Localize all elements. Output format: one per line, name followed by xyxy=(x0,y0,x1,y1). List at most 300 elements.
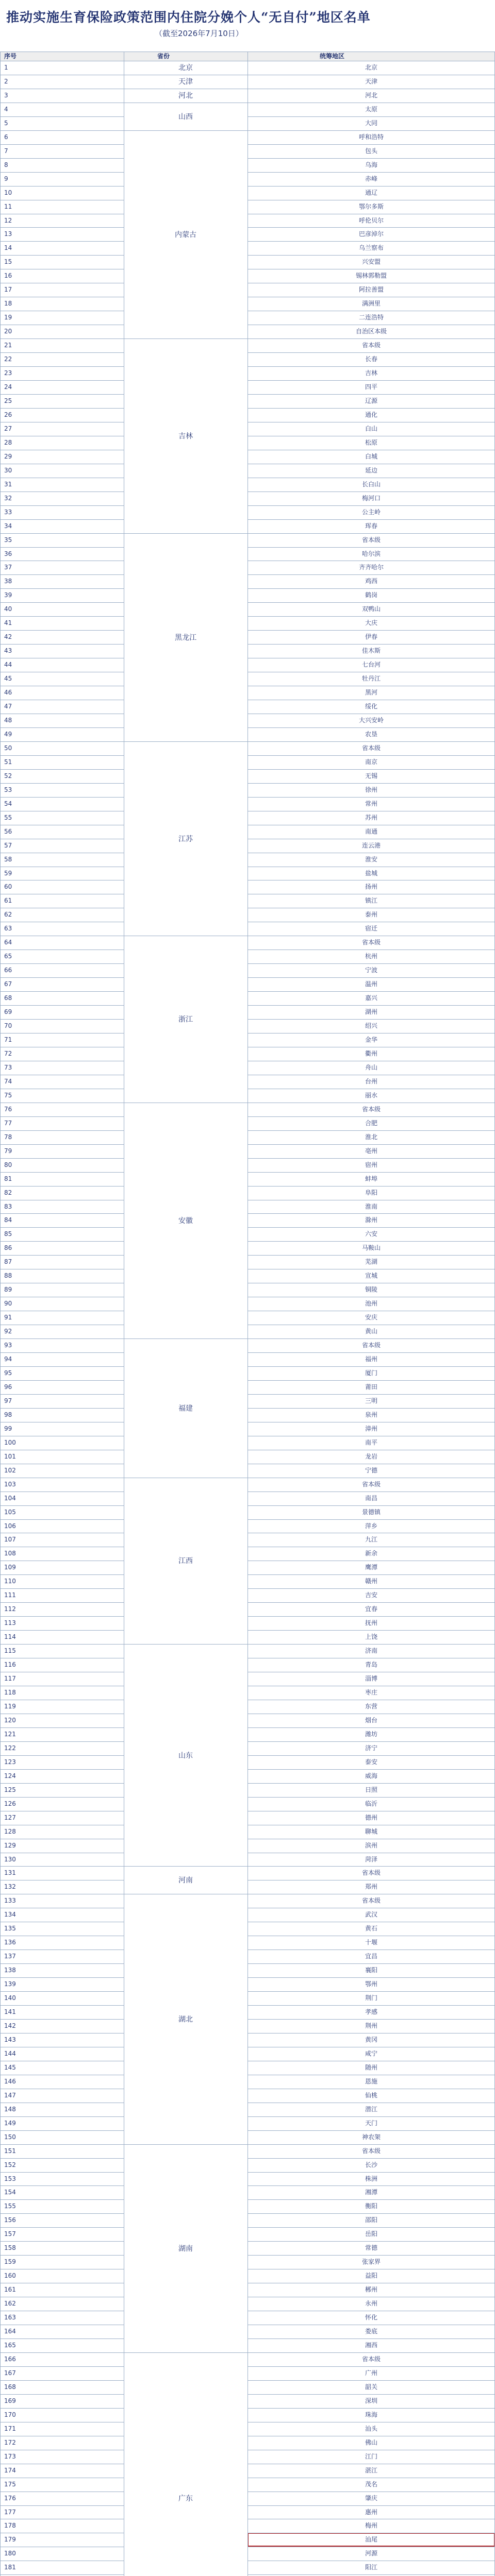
row-divider xyxy=(248,158,495,159)
column-divider xyxy=(0,52,1,2576)
row-city: 湘潭 xyxy=(365,2189,377,2196)
row-city: 德州 xyxy=(365,1814,377,1821)
row-seq: 170 xyxy=(4,2411,16,2418)
row-city: 金华 xyxy=(365,1036,377,1044)
row-seq: 24 xyxy=(4,383,12,391)
row-city: 南京 xyxy=(365,758,377,766)
row-divider xyxy=(0,255,124,256)
row-divider xyxy=(248,2505,495,2506)
row-city: 湖州 xyxy=(365,1008,377,1016)
row-seq: 142 xyxy=(4,2022,16,2029)
row-divider xyxy=(0,2380,124,2381)
row-city: 佳木斯 xyxy=(361,647,381,655)
row-seq: 163 xyxy=(4,2314,16,2321)
row-seq: 98 xyxy=(4,1411,12,1418)
row-divider xyxy=(248,977,495,978)
row-seq: 161 xyxy=(4,2286,16,2294)
row-seq: 15 xyxy=(4,258,12,266)
row-divider xyxy=(248,2338,495,2339)
row-city: 丽水 xyxy=(365,1091,377,1099)
date-note: （截至2026年7月10日） xyxy=(155,29,243,38)
row-city: 聊城 xyxy=(365,1827,377,1835)
row-city: 菏泽 xyxy=(365,1855,377,1863)
row-divider xyxy=(0,1963,124,1964)
row-divider xyxy=(0,1144,124,1145)
row-seq: 152 xyxy=(4,2161,16,2168)
row-city: 萍乡 xyxy=(365,1522,377,1530)
row-seq: 132 xyxy=(4,1883,16,1891)
row-city: 常州 xyxy=(365,800,377,807)
row-seq: 84 xyxy=(4,1216,12,1224)
row-seq: 16 xyxy=(4,272,12,280)
row-city: 省本级 xyxy=(361,1480,381,1488)
row-divider xyxy=(0,977,124,978)
row-divider xyxy=(248,408,495,409)
row-divider xyxy=(248,2116,495,2117)
row-divider xyxy=(0,1588,124,1589)
row-divider xyxy=(0,1213,124,1214)
row-city: 吉安 xyxy=(365,1591,377,1599)
row-seq: 73 xyxy=(4,1063,12,1071)
row-divider xyxy=(248,1255,495,1256)
row-divider xyxy=(0,116,124,117)
province-cell: 江西 xyxy=(178,1557,193,1566)
row-seq: 4 xyxy=(4,105,8,113)
row-divider xyxy=(248,352,495,353)
province-cell: 山西 xyxy=(178,112,193,121)
row-divider xyxy=(0,394,124,395)
row-city: 赣州 xyxy=(365,1578,377,1585)
row-city: 七台河 xyxy=(361,661,381,669)
row-seq: 36 xyxy=(4,550,12,557)
province-cell: 河北 xyxy=(178,92,193,100)
row-city: 南昌 xyxy=(365,1494,377,1502)
row-seq: 145 xyxy=(4,2063,16,2071)
row-city: 省本级 xyxy=(361,939,381,946)
row-divider xyxy=(0,783,124,784)
row-seq: 124 xyxy=(4,1772,16,1780)
row-divider xyxy=(0,1769,124,1770)
province-cell: 江苏 xyxy=(178,835,193,843)
row-seq: 53 xyxy=(4,786,12,793)
row-divider xyxy=(0,797,124,798)
row-city: 苏州 xyxy=(365,814,377,821)
row-seq: 180 xyxy=(4,2550,16,2557)
row-divider xyxy=(0,602,124,603)
row-divider xyxy=(0,144,124,145)
row-divider xyxy=(0,1727,124,1728)
row-city: 白城 xyxy=(365,452,377,460)
row-divider xyxy=(248,116,495,117)
row-divider xyxy=(0,1783,124,1784)
row-city: 孝感 xyxy=(365,2008,377,2016)
row-divider xyxy=(248,1769,495,1770)
row-divider xyxy=(0,380,124,381)
row-divider xyxy=(0,1186,124,1187)
row-city: 满洲里 xyxy=(361,300,381,308)
row-divider xyxy=(248,783,495,784)
row-city: 省本级 xyxy=(361,744,381,752)
row-divider xyxy=(0,1408,124,1409)
row-divider xyxy=(0,1241,124,1242)
row-city: 东营 xyxy=(365,1702,377,1710)
row-seq: 110 xyxy=(4,1578,16,1585)
row-divider xyxy=(248,227,495,228)
row-city: 马鞍山 xyxy=(361,1244,381,1252)
row-divider xyxy=(248,963,495,964)
row-divider xyxy=(248,172,495,173)
row-divider xyxy=(248,2241,495,2242)
row-divider xyxy=(248,519,495,520)
row-divider xyxy=(248,1186,495,1187)
row-city: 惠州 xyxy=(365,2508,377,2516)
row-seq: 40 xyxy=(4,605,12,613)
row-city: 广州 xyxy=(365,2369,377,2377)
row-seq: 125 xyxy=(4,1786,16,1793)
row-city: 淄博 xyxy=(365,1675,377,1683)
row-city: 泰安 xyxy=(365,1758,377,1766)
row-city: 亳州 xyxy=(365,1147,377,1155)
row-city: 随州 xyxy=(365,2063,377,2071)
row-seq: 88 xyxy=(4,1272,12,1280)
row-seq: 70 xyxy=(4,1022,12,1030)
row-seq: 41 xyxy=(4,619,12,627)
row-divider xyxy=(248,2227,495,2228)
header-province: 省份 xyxy=(157,53,170,60)
row-divider xyxy=(0,2227,124,2228)
row-city: 仙桃 xyxy=(365,2091,377,2099)
row-city: 滨州 xyxy=(365,1841,377,1849)
province-cell: 河南 xyxy=(178,1876,193,1885)
row-divider xyxy=(0,1602,124,1603)
row-seq: 11 xyxy=(4,202,12,210)
row-city: 烟台 xyxy=(365,1716,377,1724)
row-city: 呼伦贝尔 xyxy=(358,216,384,224)
row-seq: 151 xyxy=(4,2147,16,2155)
row-city: 十堰 xyxy=(365,1939,377,1946)
row-divider xyxy=(0,1755,124,1756)
province-cell: 安徽 xyxy=(178,1216,193,1225)
row-divider xyxy=(248,1797,495,1798)
row-seq: 85 xyxy=(4,1230,12,1238)
row-city: 荆州 xyxy=(365,2022,377,2029)
row-city: 鄂尔多斯 xyxy=(358,202,384,210)
row-seq: 72 xyxy=(4,1049,12,1057)
row-city: 无锡 xyxy=(365,772,377,779)
row-city: 宜昌 xyxy=(365,1953,377,1960)
row-city: 锡林郭勒盟 xyxy=(355,272,387,280)
row-seq: 146 xyxy=(4,2077,16,2085)
row-city: 漳州 xyxy=(365,1425,377,1432)
row-seq: 131 xyxy=(4,1869,16,1877)
province-cell: 黑龙江 xyxy=(175,633,196,642)
row-city: 新余 xyxy=(365,1550,377,1557)
row-city: 威海 xyxy=(365,1772,377,1780)
row-divider xyxy=(0,2005,124,2006)
row-divider xyxy=(0,186,124,187)
row-city: 吉林 xyxy=(365,369,377,377)
row-city: 江门 xyxy=(365,2452,377,2460)
row-divider xyxy=(0,2505,124,2506)
row-seq: 26 xyxy=(4,411,12,418)
row-city: 松原 xyxy=(365,438,377,446)
row-city: 衢州 xyxy=(365,1049,377,1057)
row-city: 张家界 xyxy=(361,2258,381,2266)
row-city: 白山 xyxy=(365,425,377,432)
row-divider xyxy=(248,1116,495,1117)
row-city: 杭州 xyxy=(365,953,377,960)
row-seq: 166 xyxy=(4,2355,16,2363)
row-seq: 156 xyxy=(4,2216,16,2224)
row-city: 茂名 xyxy=(365,2480,377,2488)
row-city: 咸宁 xyxy=(365,2049,377,2057)
row-seq: 17 xyxy=(4,286,12,294)
row-city: 汕尾 xyxy=(248,2533,495,2547)
row-city: 鹤岗 xyxy=(365,591,377,599)
row-divider xyxy=(248,2019,495,2020)
row-seq: 148 xyxy=(4,2105,16,2113)
row-seq: 108 xyxy=(4,1550,16,1557)
row-seq: 128 xyxy=(4,1827,16,1835)
row-city: 南通 xyxy=(365,827,377,835)
row-divider xyxy=(0,588,124,589)
row-seq: 79 xyxy=(4,1147,12,1155)
row-seq: 99 xyxy=(4,1425,12,1432)
row-divider xyxy=(248,1574,495,1575)
row-divider xyxy=(0,2213,124,2214)
row-city: 包头 xyxy=(365,147,377,155)
row-divider xyxy=(0,1005,124,1006)
row-city: 宣城 xyxy=(365,1272,377,1280)
row-city: 河北 xyxy=(365,91,377,99)
row-seq: 62 xyxy=(4,911,12,919)
row-divider xyxy=(0,2130,124,2131)
row-seq: 176 xyxy=(4,2494,16,2502)
row-city: 潍坊 xyxy=(365,1730,377,1738)
row-city: 大兴安岭 xyxy=(358,717,384,724)
row-seq: 43 xyxy=(4,647,12,655)
row-seq: 91 xyxy=(4,1314,12,1321)
row-city: 铜陵 xyxy=(365,1286,377,1294)
row-seq: 143 xyxy=(4,2036,16,2043)
row-seq: 160 xyxy=(4,2272,16,2280)
row-city: 河源 xyxy=(365,2550,377,2557)
row-seq: 129 xyxy=(4,1841,16,1849)
row-divider xyxy=(248,1352,495,1353)
row-city: 嘉兴 xyxy=(365,994,377,1002)
row-city: 大同 xyxy=(365,119,377,127)
row-divider xyxy=(0,2116,124,2117)
row-divider xyxy=(0,2574,124,2575)
row-seq: 173 xyxy=(4,2452,16,2460)
row-city: 阿拉善盟 xyxy=(358,286,384,294)
row-divider xyxy=(248,1241,495,1242)
row-seq: 77 xyxy=(4,1119,12,1127)
row-city: 牡丹江 xyxy=(361,675,381,683)
row-seq: 107 xyxy=(4,1536,16,1544)
row-divider xyxy=(248,2005,495,2006)
row-city: 深圳 xyxy=(365,2397,377,2404)
row-divider xyxy=(0,2255,124,2256)
row-divider xyxy=(248,1019,495,1020)
row-seq: 37 xyxy=(4,564,12,571)
row-city: 绥化 xyxy=(365,703,377,710)
row-city: 哈尔滨 xyxy=(361,550,381,557)
row-divider xyxy=(0,366,124,367)
row-city: 巴彦淖尔 xyxy=(358,230,384,238)
row-seq: 121 xyxy=(4,1730,16,1738)
row-city: 扬州 xyxy=(365,883,377,891)
row-seq: 6 xyxy=(4,133,8,141)
row-divider xyxy=(248,1408,495,1409)
row-divider xyxy=(0,2394,124,2395)
row-city: 通化 xyxy=(365,411,377,418)
row-seq: 46 xyxy=(4,689,12,697)
row-divider xyxy=(248,991,495,992)
row-city: 阳江 xyxy=(365,2564,377,2571)
row-divider xyxy=(0,1574,124,1575)
row-city: 省本级 xyxy=(361,342,381,349)
row-seq: 25 xyxy=(4,397,12,404)
row-seq: 48 xyxy=(4,717,12,724)
row-divider xyxy=(248,1588,495,1589)
row-divider xyxy=(248,2199,495,2200)
row-city: 盐城 xyxy=(365,869,377,877)
row-seq: 155 xyxy=(4,2202,16,2210)
row-city: 邵阳 xyxy=(365,2216,377,2224)
row-seq: 45 xyxy=(4,675,12,683)
row-city: 厦门 xyxy=(365,1369,377,1377)
row-city: 合肥 xyxy=(365,1119,377,1127)
row-divider xyxy=(248,394,495,395)
row-city: 公主岭 xyxy=(361,508,381,516)
row-city: 淮安 xyxy=(365,855,377,863)
row-city: 自治区本级 xyxy=(355,328,387,335)
row-divider xyxy=(248,1172,495,1173)
row-seq: 50 xyxy=(4,744,12,752)
row-seq: 66 xyxy=(4,967,12,974)
row-divider xyxy=(0,547,124,548)
province-cell: 浙江 xyxy=(178,1015,193,1024)
row-divider xyxy=(248,241,495,242)
row-seq: 179 xyxy=(4,2536,16,2544)
row-seq: 174 xyxy=(4,2466,16,2474)
row-city: 济宁 xyxy=(365,1744,377,1752)
row-seq: 100 xyxy=(4,1438,16,1446)
row-city: 天津 xyxy=(365,77,377,85)
row-city: 珠海 xyxy=(365,2411,377,2418)
row-seq: 60 xyxy=(4,883,12,891)
row-divider xyxy=(0,2199,124,2200)
row-divider xyxy=(248,380,495,381)
row-seq: 3 xyxy=(4,91,8,99)
row-city: 莆田 xyxy=(365,1383,377,1391)
row-seq: 29 xyxy=(4,452,12,460)
row-city: 衡阳 xyxy=(365,2202,377,2210)
row-seq: 115 xyxy=(4,1647,16,1655)
row-seq: 136 xyxy=(4,1939,16,1946)
row-seq: 114 xyxy=(4,1633,16,1641)
row-seq: 33 xyxy=(4,508,12,516)
row-seq: 157 xyxy=(4,2230,16,2238)
row-seq: 12 xyxy=(4,216,12,224)
row-city: 安庆 xyxy=(365,1314,377,1321)
row-seq: 119 xyxy=(4,1702,16,1710)
row-divider xyxy=(248,1630,495,1631)
row-city: 抚州 xyxy=(365,1619,377,1627)
row-divider xyxy=(0,2338,124,2339)
row-divider xyxy=(248,616,495,617)
row-city: 大庆 xyxy=(365,619,377,627)
row-seq: 150 xyxy=(4,2133,16,2141)
row-divider xyxy=(0,2185,124,2186)
row-seq: 97 xyxy=(4,1397,12,1404)
row-city: 日照 xyxy=(365,1786,377,1793)
row-seq: 101 xyxy=(4,1452,16,1460)
row-city: 湘西 xyxy=(365,2342,377,2349)
row-city: 呼和浩特 xyxy=(358,133,384,141)
row-divider xyxy=(248,1005,495,1006)
row-city: 黑河 xyxy=(365,689,377,697)
row-city: 枣庄 xyxy=(365,1689,377,1697)
row-seq: 13 xyxy=(4,230,12,238)
row-seq: 165 xyxy=(4,2342,16,2349)
row-divider xyxy=(248,1213,495,1214)
row-seq: 109 xyxy=(4,1564,16,1571)
row-city: 省本级 xyxy=(361,1897,381,1905)
row-seq: 74 xyxy=(4,1077,12,1085)
row-city: 永州 xyxy=(365,2300,377,2308)
row-seq: 123 xyxy=(4,1758,16,1766)
row-city: 延边 xyxy=(365,466,377,474)
province-cell: 广东 xyxy=(178,2495,193,2503)
row-divider xyxy=(0,1797,124,1798)
row-city: 南平 xyxy=(365,1438,377,1446)
row-city: 宿州 xyxy=(365,1161,377,1168)
row-city: 乌兰察布 xyxy=(358,244,384,252)
row-seq: 81 xyxy=(4,1175,12,1182)
row-seq: 51 xyxy=(4,758,12,766)
row-divider xyxy=(248,1505,495,1506)
row-divider xyxy=(0,727,124,728)
row-seq: 20 xyxy=(4,328,12,335)
row-city: 郴州 xyxy=(365,2286,377,2294)
row-city: 舟山 xyxy=(365,1063,377,1071)
row-seq: 42 xyxy=(4,633,12,641)
row-divider xyxy=(0,408,124,409)
row-seq: 164 xyxy=(4,2328,16,2335)
row-divider xyxy=(248,2213,495,2214)
row-seq: 139 xyxy=(4,1980,16,1988)
row-divider xyxy=(0,1616,124,1617)
row-seq: 1 xyxy=(4,64,8,71)
row-seq: 105 xyxy=(4,1508,16,1516)
row-seq: 93 xyxy=(4,1342,12,1349)
row-seq: 94 xyxy=(4,1355,12,1363)
row-seq: 22 xyxy=(4,355,12,363)
row-divider xyxy=(248,2158,495,2159)
row-seq: 35 xyxy=(4,536,12,544)
row-divider xyxy=(0,519,124,520)
row-divider xyxy=(248,1519,495,1520)
row-city: 临沂 xyxy=(365,1800,377,1807)
row-divider xyxy=(248,2574,495,2575)
row-city: 六安 xyxy=(365,1230,377,1238)
row-seq: 138 xyxy=(4,1967,16,1974)
row-divider xyxy=(0,1380,124,1381)
row-city: 辽源 xyxy=(365,397,377,404)
row-divider xyxy=(0,2366,124,2367)
